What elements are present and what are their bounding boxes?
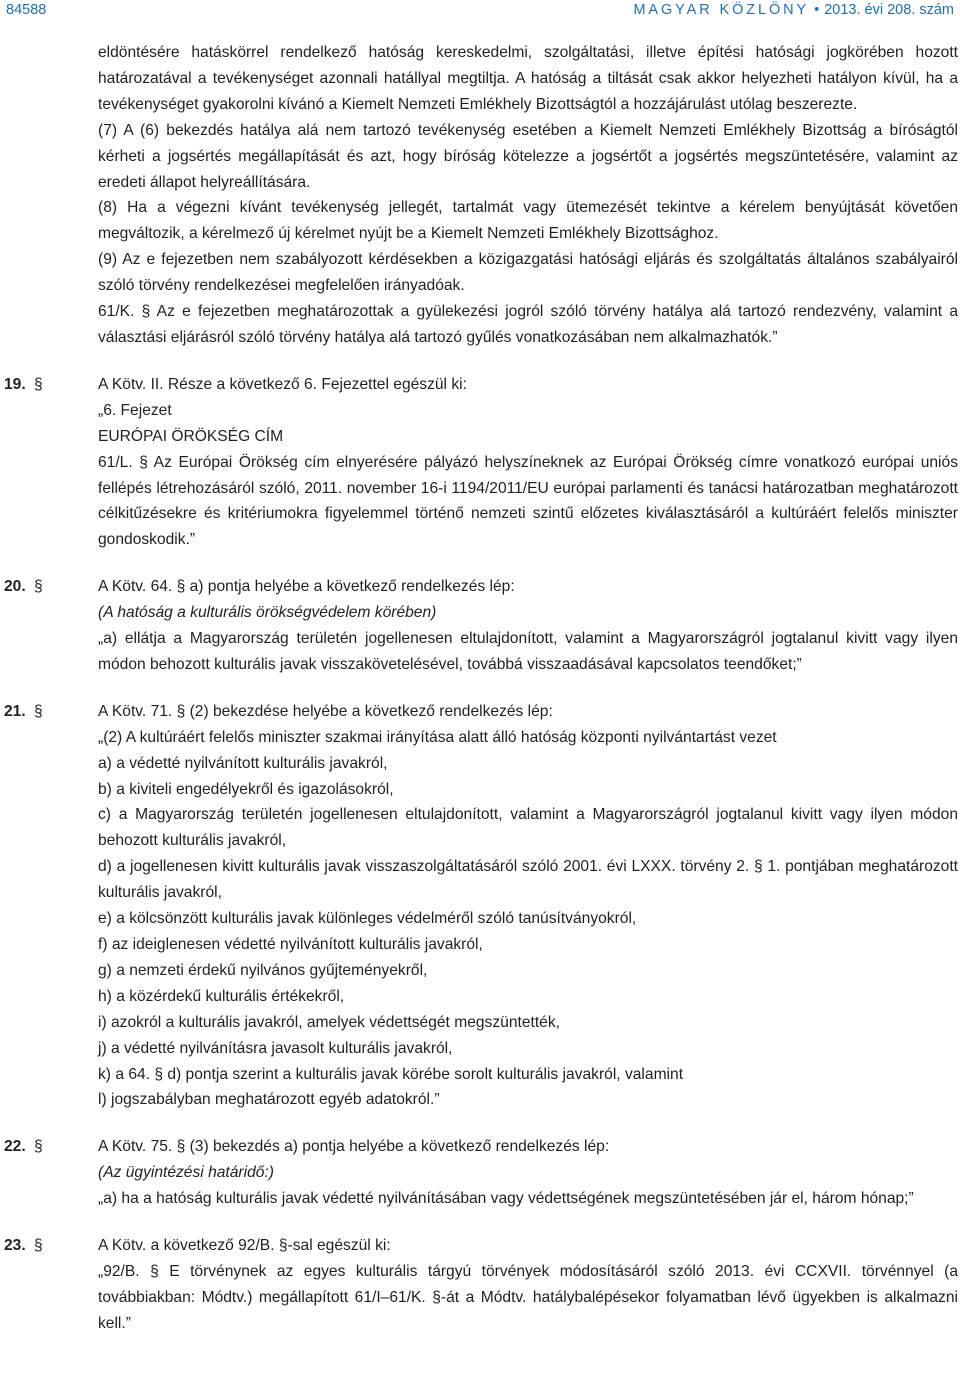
section-line: A Kötv. 75. § (3) bekezdés a) pontja helyébe a következő rendelkezés lép:: [98, 1138, 610, 1156]
section-symbol: §: [34, 1237, 43, 1255]
section-line: A Kötv. 64. § a) pontja helyébe a következő rendelkezés lép:: [98, 578, 515, 596]
section-line: b) a kiviteli engedélyekről és igazolásokról,: [98, 780, 394, 798]
section-number: 23.: [4, 1237, 26, 1255]
section-line: „92/B. § E törvénynek az egyes kulturális tárgyú törvények módosításáról szóló 2013. évi CCXVII. törvénnyel (a továbbiakban: Módtv.) megállapított 61/I–61/K. §-át a Módtv. hatálybalépésekor folyamatban lévő ügyekben is alkalmazni kell.”: [98, 1262, 958, 1332]
section-line: h) a közérdekű kulturális értékekről,: [98, 987, 345, 1005]
section-line: „6. Fejezet: [98, 401, 172, 419]
section-line: A Kötv. II. Része a következő 6. Fejezettel egészül ki:: [98, 375, 467, 393]
section-22: [4, 1134, 958, 1212]
section-23: [4, 1233, 958, 1337]
section-line: 61/L. § Az Európai Örökség cím elnyerésére pályázó helyszíneknek az Európai Örökség címre vonatkozó európai uniós fellépés létrehozásáról szóló, 2011. november 16-i 1194/2011/EU európai parlamenti és tanácsi határozatban meghatározott célkitűzésekre és kritériumokra figyelemmel történő nemzeti szintű előzetes kiválasztásáról a kultúráért felelős miniszter gondoskodik.”: [98, 453, 958, 549]
section-21: [4, 699, 958, 1114]
running-title: [633, 0, 954, 20]
section-line: „a) ellátja a Magyarország területén jogellenesen eltulajdonított, valamint a Magyarországról jogtalanul kivitt vagy ilyen módon behozott kulturális javak visszakövetelésével, továbbá visszaadásával kapcsolatos teendőket;”: [98, 630, 958, 673]
section-line: l) jogszabályban meghatározott egyéb adatokról.”: [98, 1091, 440, 1109]
intro-paragraph-5: 61/K. § Az e fejezetben meghatározottak a gyülekezési jogról szóló törvény hatálya alá tartozó rendezvény, valamint a választási eljárásról szóló törvény hatálya alá tartozó gyűlés vonatkozásában nem alkalmazhatók.”: [98, 303, 958, 346]
sections-list: [4, 372, 958, 1337]
section-line: d) a jogellenesen kivitt kulturális javak visszaszolgáltatásáról szóló 2001. évi LXXX. törvény 2. § 1. pontjában meghatározott kulturális javakról,: [98, 858, 958, 902]
section-symbol: §: [34, 702, 43, 720]
separator-dot: •: [814, 2, 820, 18]
section-symbol: §: [34, 1138, 43, 1156]
section-line: „(2) A kultúráért felelős miniszter szakmai irányítása alatt álló hatóság központi nyilvántartást vezet: [98, 728, 777, 746]
section-line: k) a 64. § d) pontja szerint a kulturális javak körébe sorolt kulturális javakról, valamint: [98, 1065, 684, 1083]
section-number: 19.: [4, 375, 26, 393]
page-number: 84588: [6, 2, 47, 18]
section-symbol: §: [34, 578, 43, 596]
section-line: f) az ideiglenesen védetté nyilvánított kulturális javakról,: [98, 936, 483, 953]
section-line: a) a védetté nyilvánított kulturális javakról,: [98, 754, 388, 772]
section-line: e) a kölcsönzött kulturális javak különleges védelméről szóló tanúsítványokról,: [98, 910, 637, 928]
section-line: (Az ügyintézési határidő:): [98, 1164, 274, 1182]
intro-paragraph-2: (7) A (6) bekezdés hatálya alá nem tartozó tevékenység esetében a Kiemelt Nemzeti Emlékhely Bizottság a bíróságtól kérheti a jogsértés megállapítását és azt, hogy bíróság kötelezze a jogsértőt a jogsértés megszüntetésére, valamint az eredeti állapot helyreállítására.: [98, 121, 958, 191]
section-line: EURÓPAI ÖRÖKSÉG CÍM: [98, 427, 284, 445]
journal-name: MAGYAR KÖZLÖNY: [633, 2, 810, 18]
intro-paragraph-1: eldöntésére hatáskörrel rendelkező hatóság kereskedelmi, szolgáltatási, illetve építési hatósági jogkörében hozott határozatával a tevékenységet azonnali hatállyal megtiltja. A hatóság a tiltását csak akkor helyezheti hatályon kívül, ha a tevékenységet gyakorolni kívánó a Kiemelt Nemzeti Emlékhely Bizottságtól a hozzájárulást utólag beszerezte.: [98, 44, 958, 113]
section-number: 20.: [4, 578, 26, 596]
intro-paragraph-3: (8) Ha a végezni kívánt tevékenység jellegét, tartalmát vagy ütemezését tekintve a kérelem benyújtását követően megváltozik, a kérelmező új kérelmet nyújt be a Kiemelt Nemzeti Emlékhely Bizottsághoz.: [98, 199, 958, 243]
section-20: [4, 574, 958, 678]
intro-paragraph-4: (9) Az e fejezetben nem szabályozott kérdésekben a közigazgatási hatósági eljárás és szolgáltatás általános szabályairól szóló törvény rendelkezései megfelelően irányadóak.: [98, 251, 958, 295]
section-line: „a) ha a hatóság kulturális javak védetté nyilvánításában vagy védettségének megszüntetésében jár el, három hónap;”: [98, 1190, 914, 1208]
issue-number: 2013. évi 208. szám: [824, 2, 954, 18]
section-19: [4, 372, 958, 553]
section-line: A Kötv. a következő 92/B. §-sal egészül ki:: [98, 1237, 391, 1255]
page-content: [4, 40, 958, 1337]
page-header: [0, 0, 960, 22]
section-line: j) a védetté nyilvánításra javasolt kulturális javakról,: [98, 1039, 453, 1057]
section-line: g) a nemzeti érdekű nyilvános gyűjteményekről,: [98, 961, 428, 979]
section-line: A Kötv. 71. § (2) bekezdése helyébe a következő rendelkezés lép:: [98, 702, 553, 720]
section-number: 22.: [4, 1138, 26, 1156]
section-line: i) azokról a kulturális javakról, amelyek védettségét megszüntették,: [98, 1013, 560, 1031]
section-line: c) a Magyarország területén jogellenesen eltulajdonított, valamint a Magyarországról jogtalanul kivitt vagy ilyen módon behozott kulturális javakról,: [98, 806, 958, 850]
section-number: 21.: [4, 702, 26, 720]
section-line: (A hatóság a kulturális örökségvédelem körében): [98, 604, 437, 622]
section-symbol: §: [34, 375, 43, 393]
